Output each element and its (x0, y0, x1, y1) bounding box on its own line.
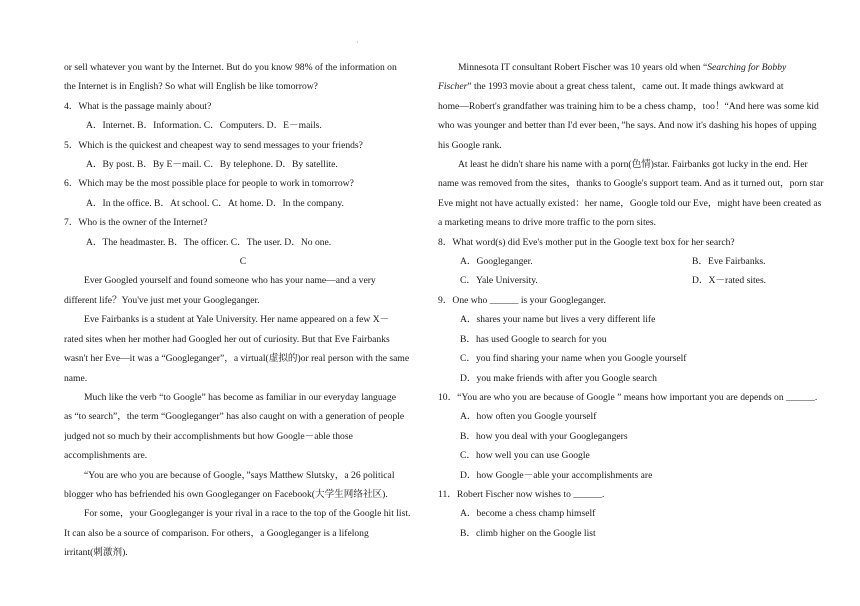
question-10: 10．“You are who you are because of Google ” means how important you are depends on ______. (438, 391, 818, 403)
paragraph-line: his Google rank. (438, 139, 502, 151)
option-d: D．how Google－able your accomplishments are (460, 469, 653, 481)
option-c: C．Yale University. (460, 275, 538, 287)
question-9: 9．One who ______ is your Googleganger. (438, 294, 606, 306)
option-a: A．become a chess champ himself (460, 508, 596, 520)
paragraph-line: Eve Fairbanks is a student at Yale University. Her name appeared on a few X－ (84, 314, 390, 326)
section-heading: C (239, 256, 247, 268)
question-5: 5．Which is the quickest and cheapest way to send messages to your friends? (64, 139, 363, 151)
page-mark: · (356, 38, 359, 47)
question-8-options-row (438, 271, 836, 290)
question-6: 6．Which may be the most possible place for people to work in tomorrow? (64, 178, 354, 190)
option-a: A．how often you Google yourself (460, 411, 597, 423)
option-b: B．how you deal with your Googlegangers (460, 430, 628, 442)
paragraph-line: name. (64, 372, 88, 384)
option-c: C．how well you can use Google (460, 450, 590, 462)
paragraph-line: It can also be a source of comparison. For others，a Googleganger is a lifelong (64, 527, 369, 539)
question-4-options: A．Internet. B．Information. C．Computers. D．E－mails. (86, 120, 322, 132)
paragraph-line: name was removed from the sites，thanks to Google's support team. And as it turned out，porn star (438, 178, 824, 190)
paragraph-line: At least he didn't share his name with a porn(色情)star. Fairbanks got lucky in the end. Her (458, 159, 808, 171)
left-column (64, 58, 422, 563)
paragraph-line: judged not so much by their accomplishments but how Google－able those (64, 430, 353, 442)
paragraph-line: blogger who has befriended his own Googleganger on Facebook(大学生网络社区). (64, 488, 388, 500)
paragraph-line (438, 58, 836, 77)
question-7: 7．Who is the owner of the Internet? (64, 217, 208, 229)
question-8-options-row (438, 252, 836, 271)
option-a: A．Googleganger. (460, 256, 533, 268)
paragraph-line: rated sites when her mother had Googled her out of curiosity. But that Eve Fairbanks (64, 333, 390, 345)
option-a: A．shares your name but lives a very different life (460, 314, 656, 326)
option-b: B．has used Google to search for you (460, 333, 607, 345)
movie-title: Fischer (438, 81, 468, 93)
paragraph-line: accomplishments are. (64, 450, 148, 462)
question-6-options: A．In the office. B．At school. C．At home. D．In the company. (86, 197, 344, 209)
paragraph-line: wasn't her Eve—it was a “Googleganger”，a virtual(虚拟的)or real person with the same (64, 353, 410, 365)
paragraph-line: who was younger and better than I'd ever been，”he says. And now it's dashing his hopes of upping (438, 120, 817, 132)
paragraph-line: Much like the verb “to Google” has become as familiar in our everyday language (84, 391, 396, 403)
option-c: C．you find sharing your name when you Google yourself (460, 353, 687, 365)
paragraph-line (438, 77, 836, 96)
question-8: 8．What word(s) did Eve's mother put in the Google text box for her search? (438, 236, 735, 248)
movie-title: Searching for Bobby (707, 62, 787, 73)
paragraph-line: a marketing means to drive more traffic to the porn sites. (438, 217, 657, 229)
question-7-options: A．The headmaster. B．The officer. C．The user. D．No one. (86, 236, 332, 248)
question-11: 11．Robert Fischer now wishes to ______. (438, 488, 605, 500)
option-b: B．climb higher on the Google list (460, 527, 596, 539)
text-span: ” the 1993 movie about a great chess talent，came out. It made things awkward at (467, 81, 784, 93)
text-line: the Internet is in English? So what will English be like tomorrow? (64, 81, 318, 93)
paragraph-line: different life？You've just met your Googleganger. (64, 294, 260, 306)
paragraph-line: as “to search”，the term “Googleganger” has also caught on with a generation of people (64, 411, 405, 423)
paragraph-line: For some，your Googleganger is your rival in a race to the top of the Google hit list. (84, 508, 411, 520)
question-5-options: A．By post. B．By E－mail. C．By telephone. D．By satellite. (86, 159, 338, 171)
option-d: D．X－rated sites. (692, 275, 767, 287)
text-span: Minnesota IT consultant Robert Fischer was 10 years old when “ (458, 62, 708, 73)
right-column (438, 58, 836, 543)
text-line: or sell whatever you want by the Internet. But do you know 98% of the information on (64, 62, 397, 73)
paragraph-line: “You are who you are because of Google，”says Matthew Slutsky，a 26 political (84, 469, 395, 481)
paragraph-line: irritant(刺激剂). (64, 547, 128, 559)
option-b: B．Eve Fairbanks. (692, 256, 766, 268)
paragraph-line: Ever Googled yourself and found someone who has your name—and a very (84, 275, 376, 287)
question-4: 4．What is the passage mainly about? (64, 100, 212, 112)
option-d: D．you make friends with after you Google search (460, 372, 657, 384)
paragraph-line: Eve might not have actually existed：her name，Google told our Eve，might have been created as (438, 197, 822, 209)
paragraph-line: home—Robert's grandfather was training him to be a chess champ，too！“And here was some kid (438, 100, 819, 112)
